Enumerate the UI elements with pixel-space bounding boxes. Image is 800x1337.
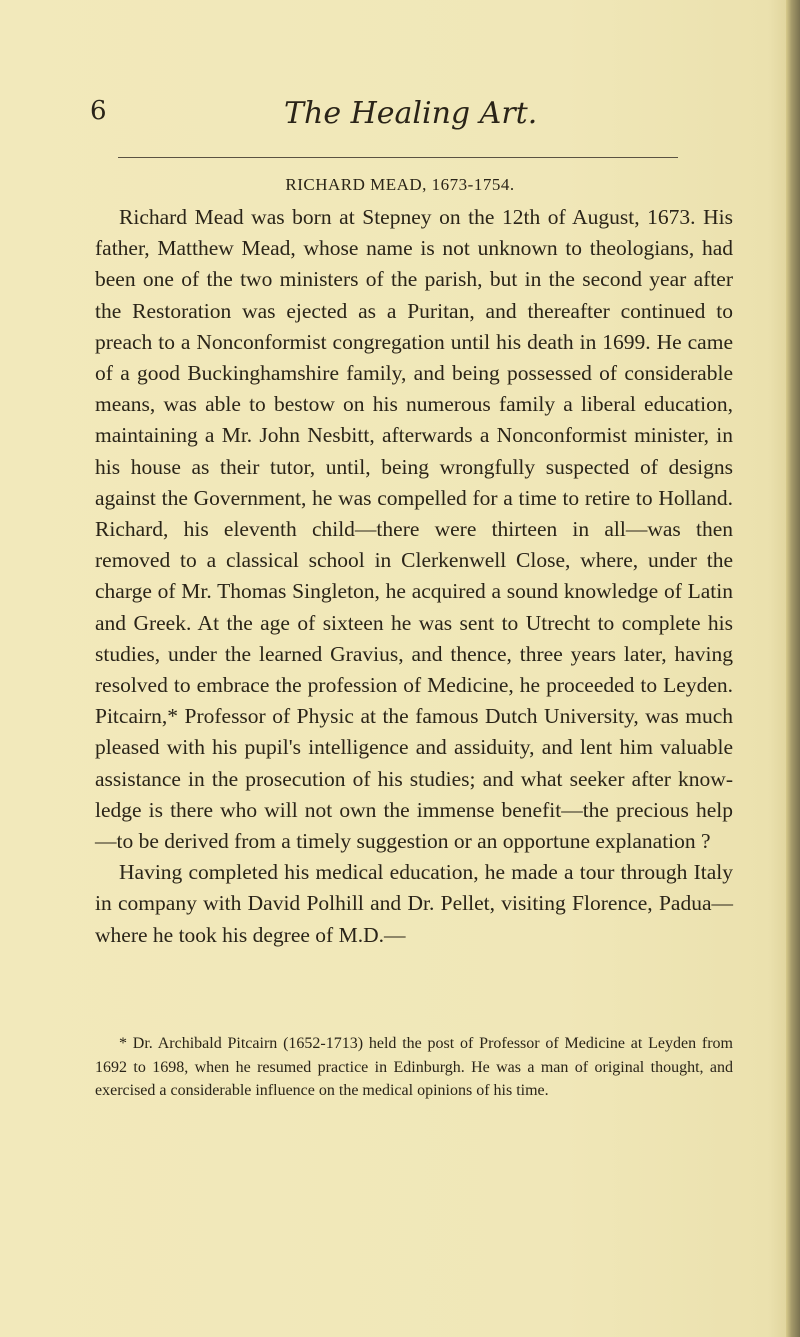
page-number: 6 bbox=[90, 96, 107, 126]
footnote bbox=[95, 1032, 733, 1103]
section-heading: RICHARD MEAD, 1673-1754. bbox=[285, 175, 515, 194]
body-text bbox=[95, 202, 733, 951]
running-header bbox=[90, 96, 730, 140]
header-rule bbox=[118, 157, 678, 158]
paragraph: Richard Mead was born at Stepney on the 12th of August, 1673. His father, Matthew Mead, whose name is not unknown to theologians, had been one of the two ministers of the parish, but in the second year after the Restoration was ejected as a Puritan, and thereafter continued to preach to a Nonconformist congregation until his death in 1699. He came of a good Buckinghamshire family, and being possessed of considerable means, was able to bestow on his numerous family a liberal education, maintaining a Mr. John Nesbitt, afterwards a Nonconformist minister, in his house as their tutor, until, being wrongfully suspected of designs against the Government, he was compelled for a time to retire to Holland. Richard, his eleventh child—there were thirteen in all—was then removed to a classical school in Clerkenwell Close, where, under the charge of Mr. Thomas Singleton, he acquired a sound knowledge of Latin and Greek. At the age of sixteen he was sent to Utrecht to complete his studies, under the learned Gravius, and thence, three years later, having resolved to embrace the profession of Medicine, he proceeded to Leyden. Pitcairn,* Professor of Physic at the famous Dutch University, was much pleased with his pupil's intelligence and assiduity, and lent him valuable assistance in the prosecution of his studies; and what seeker after knowledge is there who will not own the immense benefit—the precious help—to be derived from a timely suggestion or an opportune explanation ? bbox=[95, 205, 733, 854]
footnote-text: * Dr. Archibald Pitcairn (1652-1713) held the post of Professor of Medicine at Leyden from 1692 to 1698, when he resumed practice in Edinburgh. He was a man of original thought, and exercised a considerable influence on the medical opinions of his time. bbox=[95, 1035, 733, 1099]
page-edge bbox=[786, 0, 800, 1337]
paragraph: Having completed his medical education, he made a tour through Italy in company with David Polhill and Dr. Pellet, visiting Florence, Padua—where he took his degree of M.D.— bbox=[95, 860, 733, 947]
running-title: The Healing Art. bbox=[284, 96, 538, 131]
